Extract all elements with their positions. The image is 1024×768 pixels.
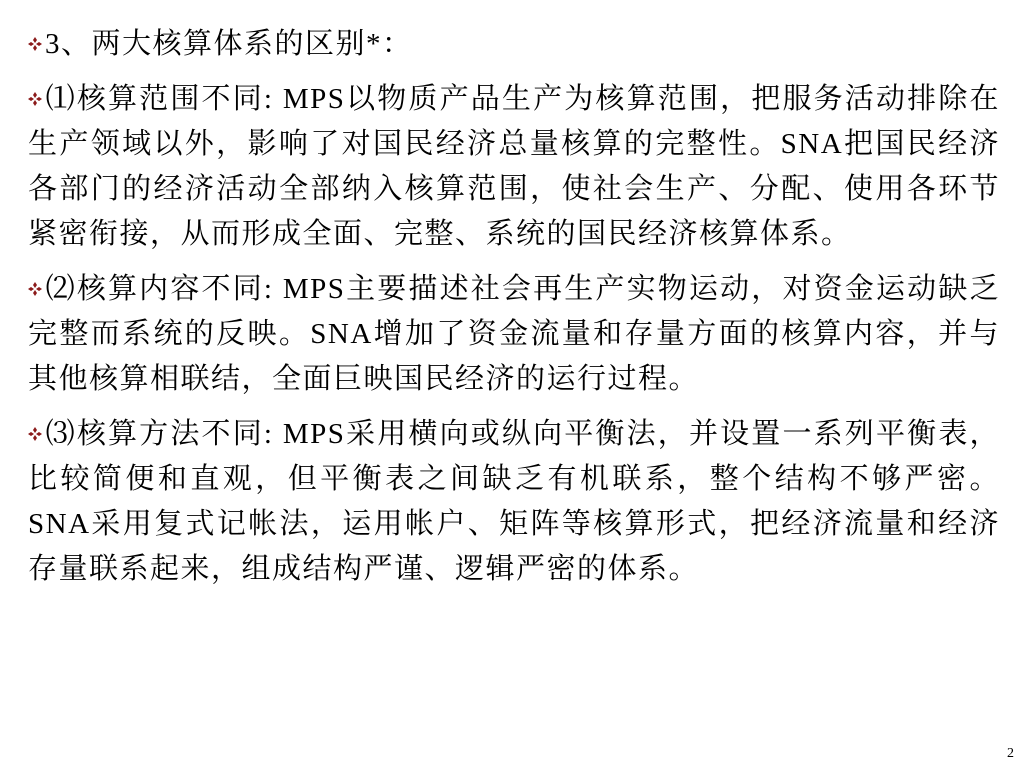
bullet-paragraph-text: ⑴核算范围不同: MPS以物质产品生产为核算范围，把服务活动排除在生产领域以外，影响了对国民经济总量核算的完整性。SNA把国民经济各部门的经济活动全部纳入核算范围，使社会生产、分配、使用各环节紧密衔接，从而形成全面、完整、系统的国民经济核算体系。 [28, 83, 1000, 250]
section-heading-text: 3、两大核算体系的区别*： [45, 28, 413, 60]
page-number: 2 [1007, 746, 1014, 761]
bullet-paragraph-text: ⑶核算方法不同: MPS采用横向或纵向平衡法，并设置一系列平衡表，比较简便和直观，但平衡表之间缺乏有机联系，整个结构不够严密。SNA采用复式记帐法，运用帐户、矩阵等核算形式，把经济流量和经济存量联系起来，组成结构严谨、逻辑严密的体系。 [28, 418, 1000, 585]
bullet-paragraph-scope [28, 77, 1000, 257]
four-diamond-bullet-icon [28, 282, 42, 296]
bullet-paragraph-content [28, 267, 1000, 402]
section-heading [28, 22, 1000, 67]
four-diamond-bullet-icon [28, 92, 42, 106]
slide-body [28, 22, 1000, 602]
four-diamond-bullet-icon [28, 427, 42, 441]
four-diamond-bullet-icon [28, 37, 42, 51]
bullet-paragraph-method [28, 412, 1000, 592]
bullet-paragraph-text: ⑵核算内容不同: MPS主要描述社会再生产实物运动，对资金运动缺乏完整而系统的反映。SNA增加了资金流量和存量方面的核算内容，并与其他核算相联结，全面巨映国民经济的运行过程。 [28, 273, 1000, 395]
